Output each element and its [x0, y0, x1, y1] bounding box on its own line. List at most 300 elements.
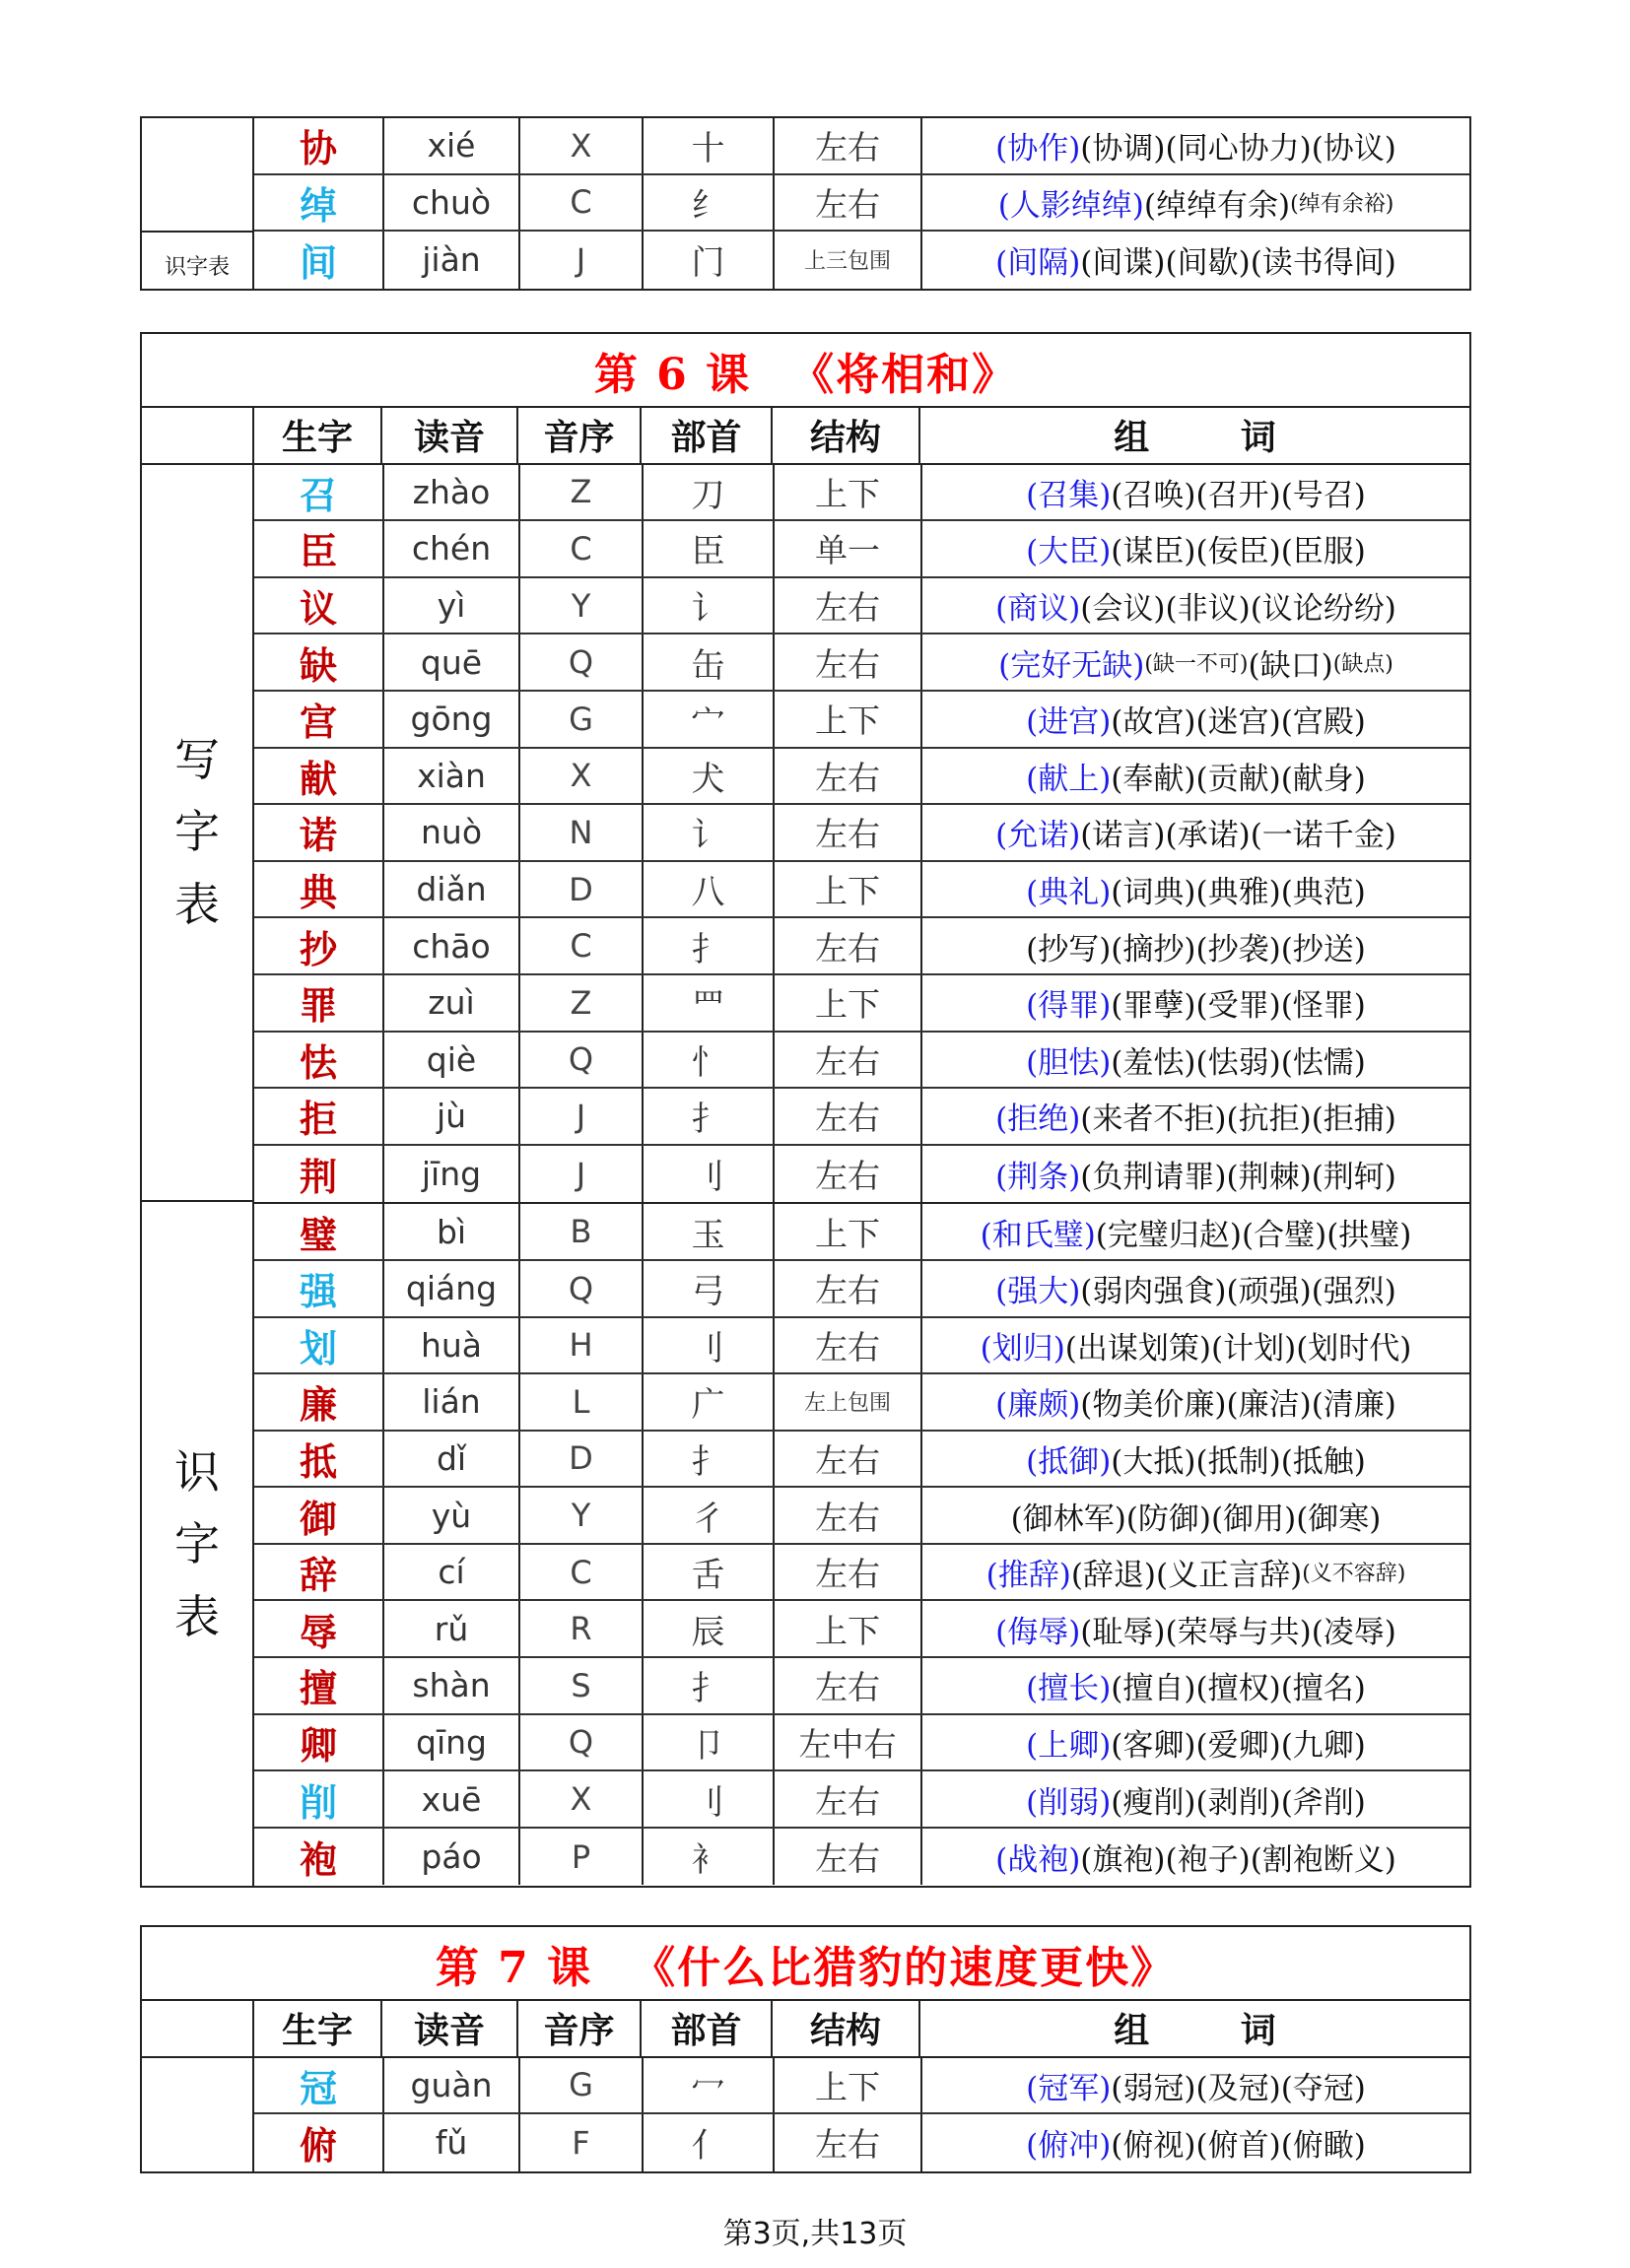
word-item: (割袍断义)	[1250, 1842, 1396, 1879]
char-cell: 辱	[299, 1609, 337, 1654]
initial-cell: J	[518, 1089, 642, 1144]
words-cell	[920, 805, 1469, 860]
char-cell: 缺	[299, 642, 337, 688]
char-cell: 怯	[299, 1039, 337, 1085]
prev-side-column	[142, 118, 252, 289]
pinyin-cell: xiàn	[382, 749, 518, 804]
pinyin-cell: dǐ	[382, 1432, 518, 1487]
initial-cell: Q	[518, 1715, 642, 1770]
lesson7-body	[142, 2058, 1469, 2171]
radical-cell: 舌	[642, 1545, 773, 1600]
words-cell	[920, 1261, 1469, 1316]
structure-cell: 左右	[773, 1829, 920, 1886]
word-item: (得罪)	[1026, 988, 1112, 1025]
pinyin-cell: yù	[382, 1488, 518, 1543]
table-row	[254, 465, 1469, 522]
header-initial: 音序	[516, 408, 640, 463]
pinyin-cell: xuē	[382, 1771, 518, 1827]
table-row	[254, 1488, 1469, 1545]
structure-cell: 左右	[773, 118, 920, 173]
words-cell	[920, 175, 1469, 231]
initial-cell: C	[518, 175, 642, 231]
word-item: (俯冲)	[1026, 2128, 1112, 2165]
pinyin-cell: fǔ	[382, 2114, 518, 2171]
radical-cell: 卩	[642, 1715, 773, 1770]
header-char: 生字	[252, 2001, 380, 2056]
char-cell: 辞	[299, 1553, 337, 1598]
word-item: (弱肉强食)	[1080, 1274, 1227, 1310]
header-pinyin: 读音	[380, 408, 516, 463]
words-cell	[920, 1771, 1469, 1827]
table-row	[254, 1771, 1469, 1829]
initial-cell: H	[518, 1318, 642, 1373]
pinyin-cell: chén	[382, 521, 518, 576]
pinyin-cell: zuì	[382, 975, 518, 1031]
word-item: (来者不拒)	[1080, 1101, 1227, 1138]
word-item: (御林军)	[1010, 1501, 1126, 1537]
initial-cell: R	[518, 1601, 642, 1656]
word-item: (瘦削)	[1111, 1784, 1196, 1821]
word-item: (拱璧)	[1326, 1217, 1412, 1253]
radical-cell: 辰	[642, 1601, 773, 1656]
words-cell	[920, 1715, 1469, 1770]
table-row	[254, 634, 1469, 692]
word-item: (抵制)	[1195, 1443, 1281, 1480]
pinyin-cell: jīng	[382, 1146, 518, 1203]
lesson6-title-name: 《将相和》	[790, 349, 1018, 400]
char-cell: 议	[299, 586, 337, 632]
radical-cell: 彳	[642, 1488, 773, 1543]
radical-cell: 讠	[642, 805, 773, 860]
char-cell: 俯	[299, 2123, 337, 2168]
radical-cell: 广	[642, 1374, 773, 1430]
words-cell	[920, 634, 1469, 690]
radical-cell: 扌	[642, 1658, 773, 1713]
word-item: (战袍)	[995, 1842, 1081, 1879]
pinyin-cell: qīng	[382, 1715, 518, 1770]
initial-cell: B	[518, 1204, 642, 1259]
word-item: (受罪)	[1195, 988, 1281, 1025]
write-rows	[252, 465, 1469, 1205]
table-row	[254, 1374, 1469, 1432]
structure-cell: 上下	[773, 975, 920, 1031]
structure-cell: 左右	[773, 1771, 920, 1827]
prev-rows	[252, 118, 1469, 289]
pinyin-cell: yì	[382, 578, 518, 634]
words-cell	[920, 1089, 1469, 1144]
char-cell: 典	[299, 870, 337, 915]
initial-cell: P	[518, 1829, 642, 1886]
word-item: (词典)	[1111, 875, 1196, 911]
word-item: (读书得间)	[1250, 245, 1396, 282]
words-cell	[920, 749, 1469, 804]
char-cell: 召	[299, 472, 337, 517]
word-item: (人影绰绰)	[997, 187, 1144, 224]
radical-cell: 刂	[642, 1318, 773, 1373]
structure-cell: 左右	[773, 805, 920, 860]
structure-cell: 上下	[773, 692, 920, 747]
words-cell	[920, 918, 1469, 973]
table-row	[254, 749, 1469, 806]
radical-cell: 刂	[642, 1146, 773, 1203]
initial-cell: C	[518, 918, 642, 973]
pinyin-cell: jiàn	[382, 232, 518, 289]
word-item: (出谋划策)	[1064, 1330, 1211, 1367]
structure-cell: 左右	[773, 1488, 920, 1543]
word-item: (御用)	[1211, 1501, 1297, 1537]
char-cell: 臣	[299, 529, 337, 574]
words-cell	[920, 1318, 1469, 1373]
lesson6-write-section	[142, 465, 1469, 1205]
structure-cell: 左右	[773, 2114, 920, 2171]
word-item: (宫殿)	[1280, 704, 1366, 741]
word-item: (议论纷纷)	[1250, 591, 1396, 628]
radical-cell: 刀	[642, 465, 773, 520]
structure-cell: 上下	[773, 1601, 920, 1656]
word-item: (绰绰有余)	[1143, 187, 1291, 224]
table-row	[254, 1146, 1469, 1203]
word-item: (典礼)	[1026, 875, 1112, 911]
initial-cell: C	[518, 521, 642, 576]
structure-cell: 上三包围	[773, 232, 920, 289]
word-item: (抄写)	[1026, 931, 1112, 967]
words-cell	[920, 465, 1469, 520]
word-item: (弱冠)	[1111, 2070, 1196, 2106]
table-row	[254, 232, 1469, 289]
structure-cell: 上下	[773, 862, 920, 917]
table-row	[254, 975, 1469, 1033]
structure-cell: 上下	[773, 2058, 920, 2113]
initial-cell: L	[518, 1374, 642, 1430]
table-row	[254, 1204, 1469, 1261]
word-item: (故宫)	[1111, 704, 1196, 741]
char-cell: 间	[299, 240, 337, 286]
header-char: 生字	[252, 408, 380, 463]
word-item: (号召)	[1280, 477, 1366, 513]
char-cell: 抄	[299, 926, 337, 971]
word-item: (推辞)	[985, 1558, 1071, 1594]
word-item: (耻辱)	[1080, 1614, 1166, 1650]
word-item: (承诺)	[1165, 818, 1251, 854]
radical-cell: 罒	[642, 975, 773, 1031]
word-item: (召开)	[1195, 477, 1281, 513]
table-row	[254, 862, 1469, 919]
header-radical: 部首	[640, 408, 771, 463]
table-row	[254, 1033, 1469, 1090]
header-blank	[142, 2001, 252, 2056]
header-radical: 部首	[640, 2001, 771, 2056]
header-structure: 结构	[771, 2001, 918, 2056]
word-item: (献身)	[1280, 761, 1366, 797]
word-item: (怯弱)	[1195, 1044, 1281, 1081]
words-cell	[920, 118, 1469, 173]
word-item: (典雅)	[1195, 875, 1281, 911]
structure-cell: 左右	[773, 1658, 920, 1713]
words-cell	[920, 232, 1469, 289]
radical-cell: 臣	[642, 521, 773, 576]
char-cell: 抵	[299, 1438, 337, 1484]
table-row	[254, 1601, 1469, 1658]
header-initial: 音序	[516, 2001, 640, 2056]
table-row	[254, 578, 1469, 635]
word-item: (凌辱)	[1311, 1614, 1396, 1650]
word-item: (荆棘)	[1226, 1160, 1312, 1196]
pinyin-cell: diǎn	[382, 862, 518, 917]
lesson7-title-name: 《什么比猎豹的速度更快》	[632, 1942, 1177, 1993]
radical-cell: 冖	[642, 2058, 773, 2113]
word-item: (袍子)	[1165, 1842, 1251, 1879]
write-table-label: 写 字 表	[142, 465, 252, 1203]
read-table-label: 识 字 表	[174, 1444, 220, 1643]
table-row	[254, 805, 1469, 862]
initial-cell: X	[518, 118, 642, 173]
char-cell: 罪	[299, 983, 337, 1029]
pinyin-cell: shàn	[382, 1658, 518, 1713]
word-item: (协作)	[995, 131, 1081, 167]
char-cell: 诺	[299, 813, 337, 858]
structure-cell: 左右	[773, 1146, 920, 1203]
word-item: (夺冠)	[1280, 2070, 1366, 2106]
structure-cell: 左右	[773, 1545, 920, 1600]
structure-cell: 左右	[773, 1033, 920, 1088]
lesson7-title	[142, 1927, 1469, 2001]
word-item: (抄送)	[1280, 931, 1366, 967]
words-cell	[920, 1374, 1469, 1430]
word-item: (和氏璧)	[980, 1217, 1096, 1253]
structure-cell: 左右	[773, 175, 920, 231]
word-item: (缺口)	[1248, 647, 1333, 684]
word-item: (荆条)	[995, 1160, 1081, 1196]
word-item: (召集)	[1026, 477, 1112, 513]
word-item: (怯懦)	[1280, 1044, 1366, 1081]
word-item: (九卿)	[1280, 1727, 1366, 1764]
initial-cell: C	[518, 1545, 642, 1600]
pinyin-cell: jù	[382, 1089, 518, 1144]
word-item: (擅长)	[1026, 1671, 1112, 1707]
radical-cell: 宀	[642, 692, 773, 747]
table-row	[254, 1261, 1469, 1318]
char-cell: 削	[299, 1779, 337, 1825]
char-cell: 献	[299, 756, 337, 801]
word-item: (抵触)	[1280, 1443, 1366, 1480]
table-row	[254, 918, 1469, 975]
lesson7-side-empty	[142, 2058, 252, 2171]
lesson7-table	[140, 1925, 1471, 2173]
word-item: (奉献)	[1111, 761, 1196, 797]
word-item: (臣服)	[1280, 534, 1366, 570]
word-item: (防御)	[1125, 1501, 1211, 1537]
lesson6-title-number: 第 6 课	[593, 349, 752, 400]
word-item: (典范)	[1280, 875, 1366, 911]
word-item: (胆怯)	[1026, 1044, 1112, 1081]
table-row	[254, 175, 1469, 233]
structure-cell: 左右	[773, 578, 920, 634]
pinyin-cell: xié	[382, 118, 518, 173]
char-cell: 袍	[299, 1837, 337, 1883]
word-item: (大抵)	[1111, 1443, 1196, 1480]
word-item: (献上)	[1026, 761, 1112, 797]
lesson7-title-number: 第 7 课	[435, 1942, 593, 1993]
words-cell	[920, 1658, 1469, 1713]
word-item: (削弱)	[1026, 1784, 1112, 1821]
word-item: (划归)	[980, 1330, 1065, 1367]
pinyin-cell: guàn	[382, 2058, 518, 2113]
table-row	[254, 692, 1469, 749]
initial-cell: D	[518, 1432, 642, 1487]
word-item: (清廉)	[1311, 1387, 1396, 1424]
word-item: (计划)	[1211, 1330, 1297, 1367]
word-item: (间隔)	[995, 245, 1081, 282]
read-rows	[252, 1204, 1469, 1885]
char-cell: 绰	[299, 182, 337, 228]
lesson6-title	[142, 334, 1469, 408]
initial-cell: Y	[518, 578, 642, 634]
pinyin-cell: chuò	[382, 175, 518, 231]
initial-cell: G	[518, 2058, 642, 2113]
radical-cell: 八	[642, 862, 773, 917]
table-row	[254, 1432, 1469, 1489]
pinyin-cell: qiè	[382, 1033, 518, 1088]
word-item: (迷宫)	[1195, 704, 1281, 741]
pinyin-cell: qiáng	[382, 1261, 518, 1316]
word-item: (缺点)	[1332, 651, 1393, 677]
word-item: (客卿)	[1111, 1727, 1196, 1764]
word-item: (强烈)	[1311, 1274, 1396, 1310]
structure-cell: 单一	[773, 521, 920, 576]
initial-cell: Z	[518, 975, 642, 1031]
structure-cell: 左右	[773, 1089, 920, 1144]
word-item: (绰有余裕)	[1290, 191, 1394, 217]
word-item: (协调)	[1080, 131, 1166, 167]
page-indicator: 第3页,共13页	[722, 2217, 908, 2251]
radical-cell: 扌	[642, 1089, 773, 1144]
words-cell	[920, 1601, 1469, 1656]
word-item: (贡献)	[1195, 761, 1281, 797]
word-item: (罪孽)	[1111, 988, 1196, 1025]
table-row	[254, 1545, 1469, 1602]
words-cell	[920, 2114, 1469, 2171]
word-item: (佞臣)	[1195, 534, 1281, 570]
word-item: (诺言)	[1080, 818, 1166, 854]
words-cell	[920, 2058, 1469, 2113]
pinyin-cell: nuò	[382, 805, 518, 860]
structure-cell: 左中右	[773, 1715, 920, 1770]
word-item: (抵御)	[1026, 1443, 1112, 1480]
char-cell: 冠	[299, 2065, 337, 2110]
pinyin-cell: cí	[382, 1545, 518, 1600]
word-item: (俯首)	[1195, 2128, 1281, 2165]
pinyin-cell: gōng	[382, 692, 518, 747]
char-cell: 荆	[299, 1155, 337, 1200]
word-item: (召唤)	[1111, 477, 1196, 513]
word-item: (辞退)	[1070, 1558, 1157, 1594]
initial-cell: N	[518, 805, 642, 860]
structure-cell: 左右	[773, 1261, 920, 1316]
structure-cell: 左右	[773, 918, 920, 973]
initial-cell: D	[518, 862, 642, 917]
word-item: (怪罪)	[1280, 988, 1366, 1025]
radical-cell: 犬	[642, 749, 773, 804]
radical-cell: 门	[642, 232, 773, 289]
radical-cell: 扌	[642, 1432, 773, 1487]
word-item: (合璧)	[1242, 1217, 1327, 1253]
table-row	[254, 1318, 1469, 1375]
table-row	[254, 1089, 1469, 1146]
word-item: (完好无缺)	[998, 647, 1145, 684]
word-item: (间谍)	[1080, 245, 1166, 282]
structure-cell: 左上包围	[773, 1374, 920, 1430]
initial-cell: Q	[518, 1033, 642, 1088]
word-item: (羞怯)	[1111, 1044, 1196, 1081]
word-item: (俯瞰)	[1280, 2128, 1366, 2165]
initial-cell: Q	[518, 634, 642, 690]
lesson7-header-row	[142, 2001, 1469, 2058]
radical-cell: 亻	[642, 2114, 773, 2171]
word-item: (同心协力)	[1165, 131, 1312, 167]
word-item: (摘抄)	[1111, 931, 1196, 967]
structure-cell: 左右	[773, 1432, 920, 1487]
word-item: (划时代)	[1296, 1330, 1412, 1367]
pinyin-cell: quē	[382, 634, 518, 690]
radical-cell: 缶	[642, 634, 773, 690]
word-item: (负荆请罪)	[1080, 1160, 1227, 1196]
word-item: (荣辱与共)	[1165, 1614, 1312, 1650]
word-item: (俯视)	[1111, 2128, 1196, 2165]
word-item: (大臣)	[1026, 534, 1112, 570]
char-cell: 协	[299, 126, 337, 171]
table-row	[254, 1715, 1469, 1772]
lesson6-read-section	[142, 1204, 1469, 1885]
initial-cell: Q	[518, 1261, 642, 1316]
structure-cell: 左右	[773, 634, 920, 690]
initial-cell: Z	[518, 465, 642, 520]
word-item: (斧削)	[1280, 1784, 1366, 1821]
word-item: (商议)	[995, 591, 1081, 628]
word-item: (擅名)	[1280, 1671, 1366, 1707]
initial-cell: J	[518, 1146, 642, 1203]
pinyin-cell: rǔ	[382, 1601, 518, 1656]
word-item: (上卿)	[1026, 1727, 1112, 1764]
radical-cell: 弓	[642, 1261, 773, 1316]
word-item: (物美价廉)	[1080, 1387, 1227, 1424]
words-cell	[920, 975, 1469, 1031]
char-cell: 拒	[299, 1097, 337, 1142]
initial-cell: S	[518, 1658, 642, 1713]
header-blank	[142, 408, 252, 463]
table-row	[254, 2114, 1469, 2171]
word-item: (义不容辞)	[1302, 1562, 1406, 1587]
initial-cell: X	[518, 1771, 642, 1827]
radical-cell: 讠	[642, 578, 773, 634]
initial-cell: X	[518, 749, 642, 804]
words-cell	[920, 692, 1469, 747]
word-item: (荆轲)	[1311, 1160, 1396, 1196]
table-row	[254, 2058, 1469, 2115]
word-item: (旗袍)	[1080, 1842, 1166, 1879]
word-item: (剥削)	[1195, 1784, 1281, 1821]
words-cell	[920, 1033, 1469, 1088]
prev-table-body	[142, 118, 1469, 289]
prev-side-empty	[142, 118, 252, 233]
header-words: 组 词	[918, 408, 1469, 463]
word-item: (间歇)	[1165, 245, 1251, 282]
char-cell: 廉	[299, 1382, 337, 1428]
word-item: (侮辱)	[995, 1614, 1081, 1650]
words-cell	[920, 1545, 1469, 1600]
word-item: (抗拒)	[1226, 1101, 1312, 1138]
structure-cell: 左右	[773, 1318, 920, 1373]
char-cell: 划	[299, 1325, 337, 1370]
